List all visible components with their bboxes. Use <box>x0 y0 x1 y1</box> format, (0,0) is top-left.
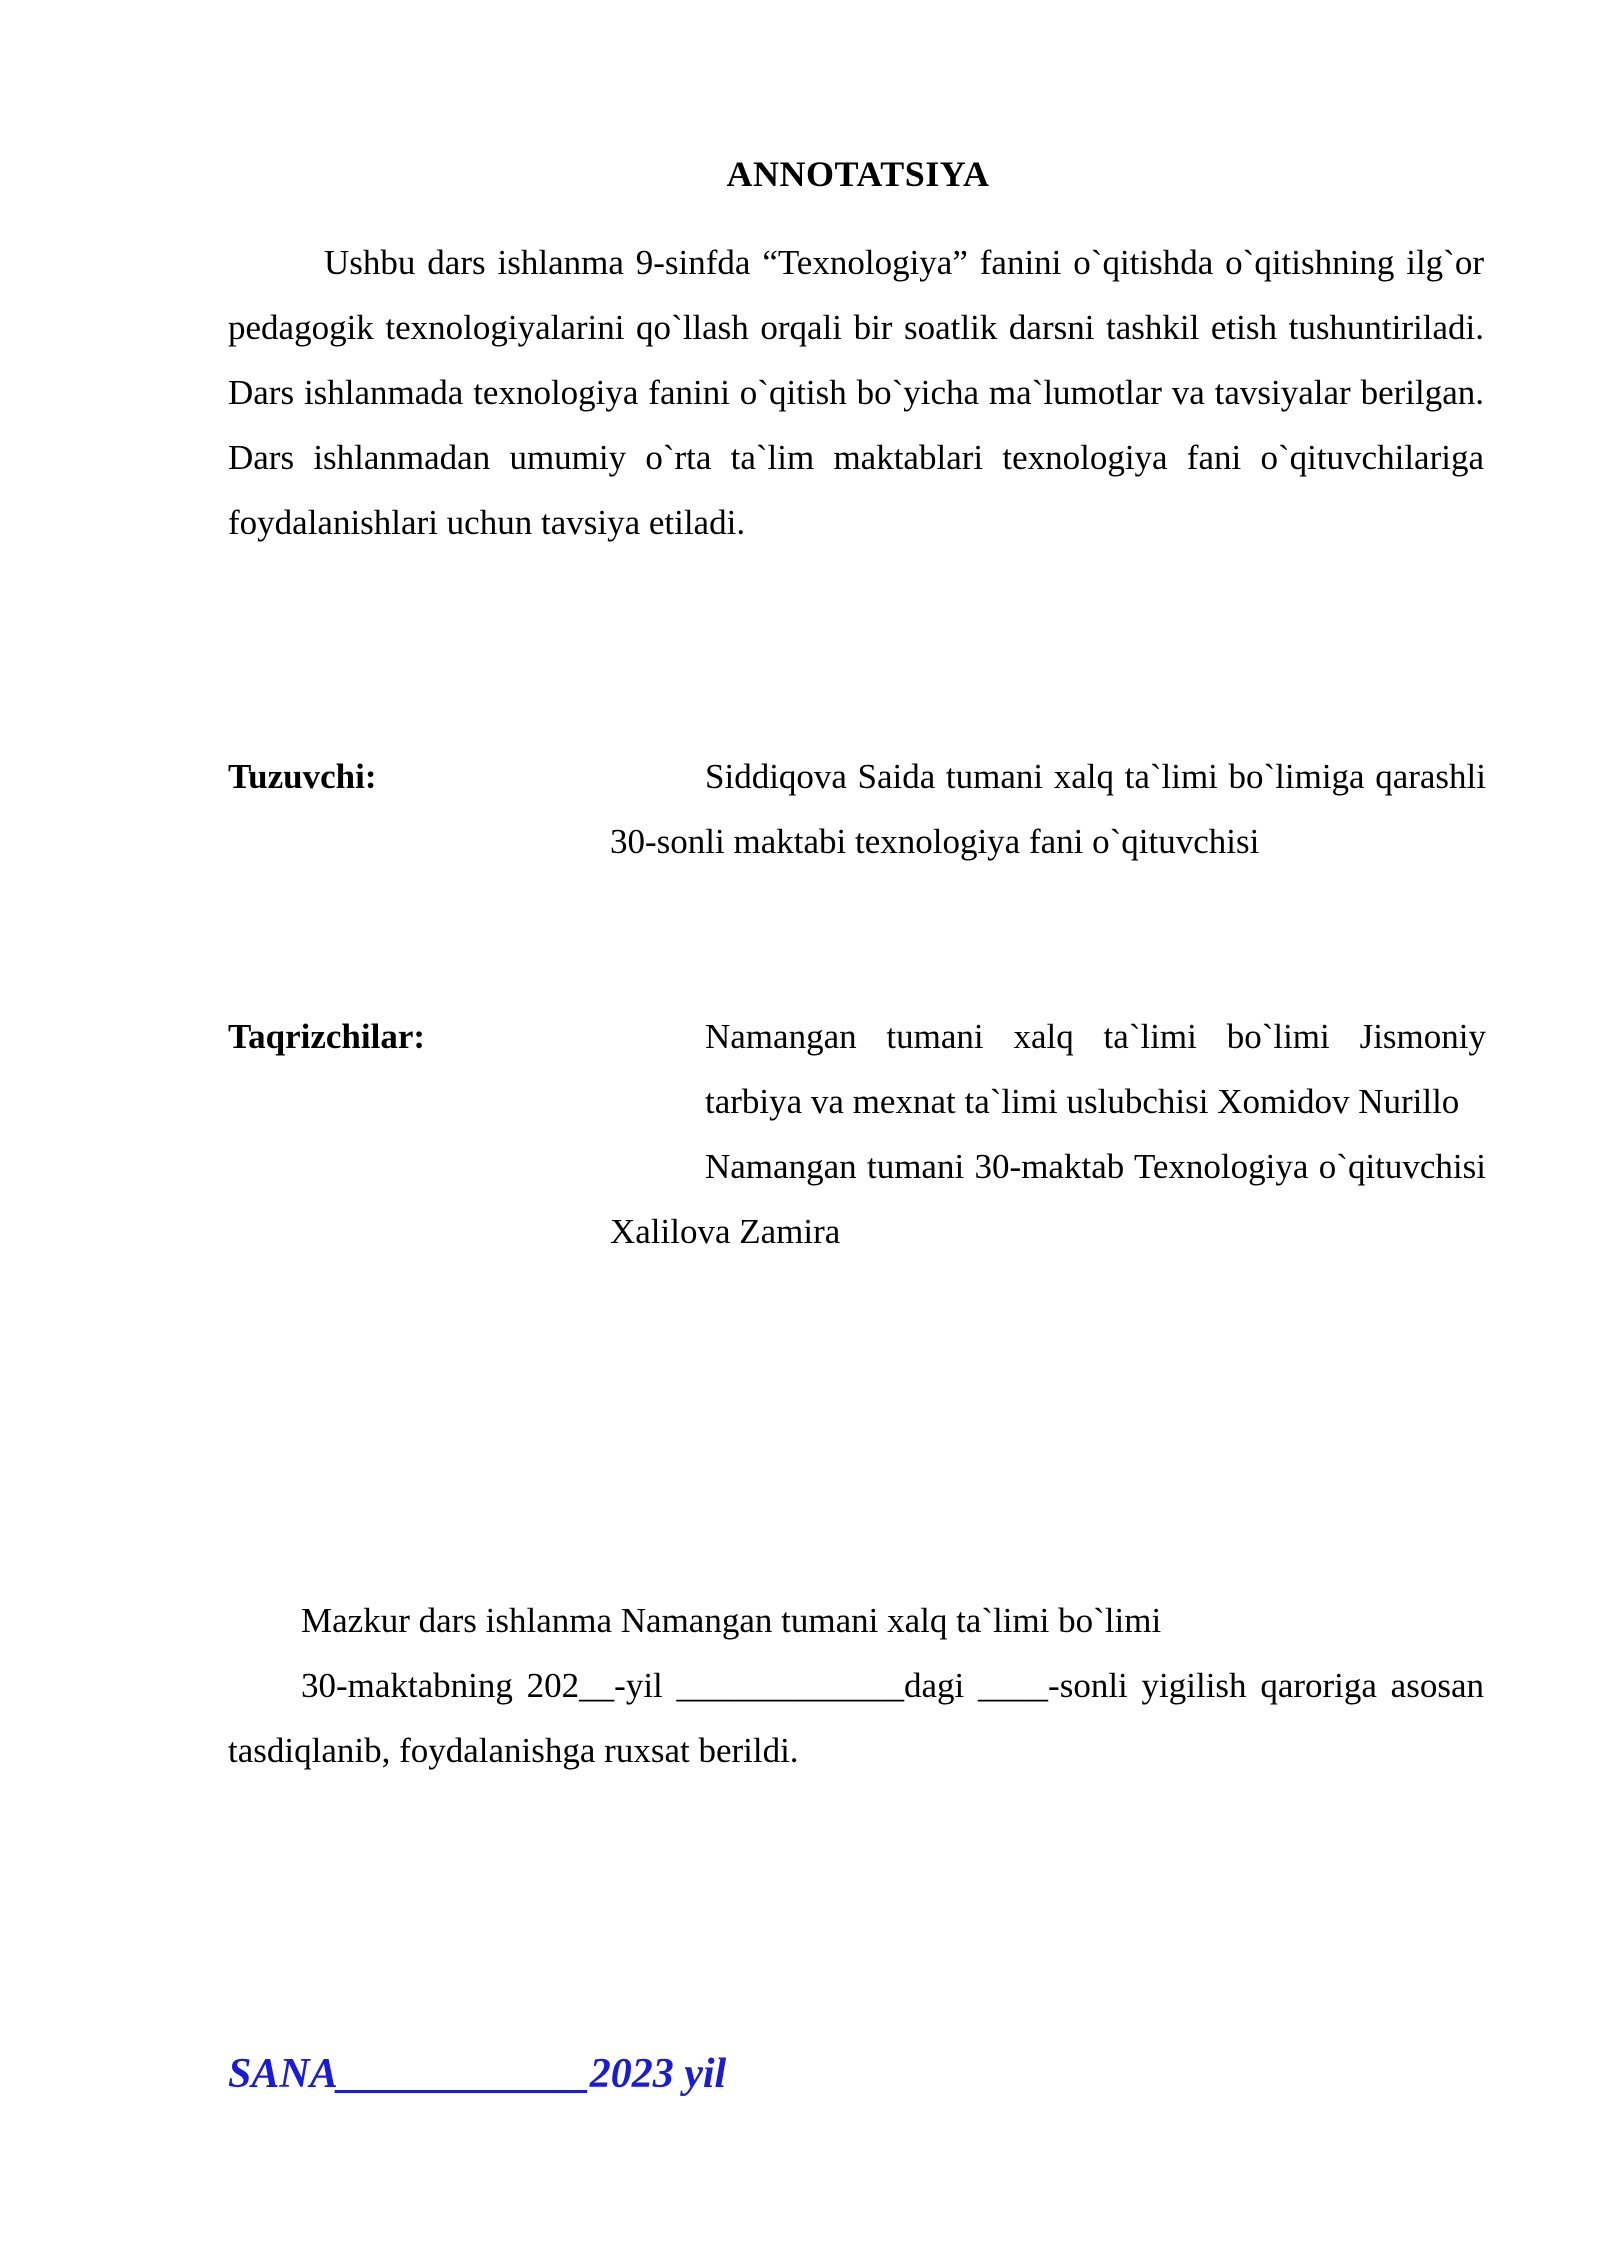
reviewer-2: Namangan tumani 30-maktab Texnologiya o`qituvchisi Xalilova Zamira <box>610 1147 1486 1251</box>
compiler-label: Tuzuvchi: <box>228 757 377 796</box>
annotation-paragraph: Ushbu dars ishlanma 9-sinfda “Texnologiya” fanini o`qitishda o`qitishning ilg`or pedagogik texnologiyalarini qo`llash orqali bir soatlik darsni tashkil etish tushuntiriladi. Dars ishlanmada texnologiya fanini o`qitish bo`yicha ma`lumotlar va tavsiyalar berilgan. Dars ishlanmadan umumiy o`rta ta`lim maktablari texnologiya fani o`qituvchilariga foydalanishlari uchun tavsiya etiladi. <box>228 243 1484 542</box>
reviewers-block <box>610 1004 1486 1264</box>
reviewer-1: Namangan tumani xalq ta`limi bo`limi Jismoniy tarbiya va mexnat ta`limi uslubchisi Xomidov Nurillo <box>705 1017 1486 1121</box>
date-line: SANA____________2023 yil <box>228 2051 727 2097</box>
approval-line-2: 30-maktabning 202__-yil _____________dagi ____-sonli yigilish qaroriga asosan tasdiqlanib, foydalanishga ruxsat berildi. <box>228 1666 1484 1770</box>
compiler-block <box>610 744 1486 874</box>
approval-line-1: Mazkur dars ishlanma Namangan tumani xalq ta`limi bo`limi <box>301 1601 1162 1640</box>
document-title: ANNOTATSIYA <box>726 154 990 194</box>
reviewers-label: Taqrizchilar: <box>228 1017 426 1056</box>
compiler-text: Siddiqova Saida tumani xalq ta`limi bo`limiga qarashli 30-sonli maktabi texnologiya fani o`qituvchisi <box>610 757 1486 861</box>
approval-paragraph <box>228 1588 1484 1783</box>
